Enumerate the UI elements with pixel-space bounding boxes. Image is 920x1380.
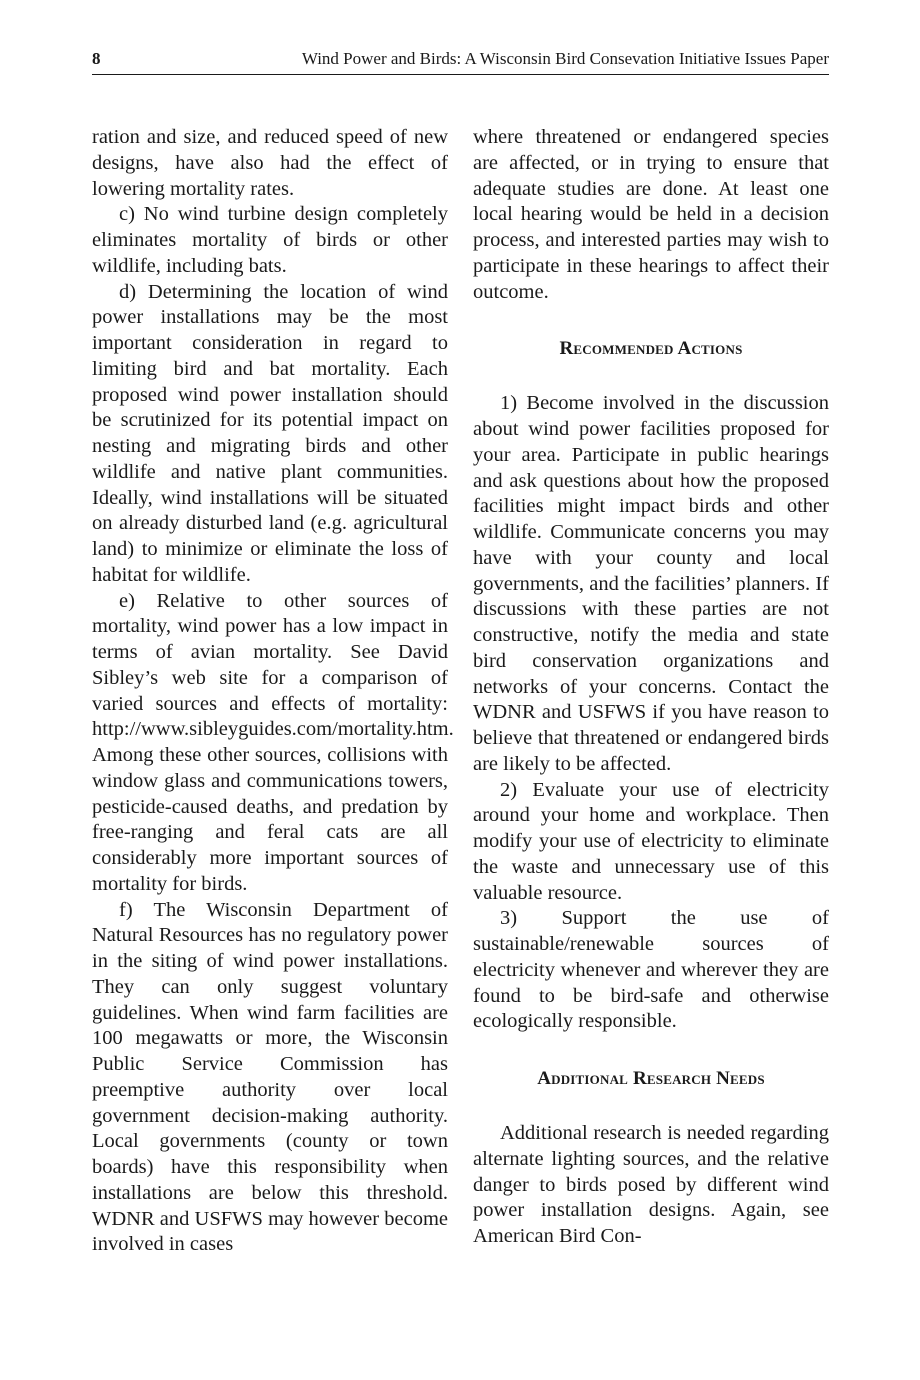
page-number: 8 (92, 49, 101, 68)
right-column (473, 125, 829, 1250)
paragraph-item-d: d) Determining the location of wind power installations may be the most important consideration in regard to limiting bird and bat mortality. Each proposed wind power installation should be scrutinized for its potential impact on nesting and migrating birds and other wildlife and native plant communities. Ideally, wind installations will be situated on already disturbed land (e.g. agricultural land) to minimize or eliminate the loss of habitat for wildlife. (92, 280, 448, 586)
paragraph-continued: ration and size, and reduced speed of new designs, have also had the effect of lowering mortality rates. (92, 126, 448, 200)
left-column (92, 125, 454, 1258)
action-item-2: 2) Evaluate your use of electricity around your home and workplace. Then modify your use of electricity to eliminate the waste and unnecessary use of this valuable resource. (473, 778, 829, 904)
heading-additional-research-needs: Additional Research Needs (537, 1068, 765, 1089)
paragraph-item-f: f) The Wisconsin Department of Natural Resources has no regulatory power in the siting of wind power installations. They can only suggest voluntary guidelines. When wind farm facilities are 100 megawatts or more, the Wisconsin Public Service Commission has preemptive authority over local government decision-making authority. Local governments (county or town boards) have this responsibility when installations are below this threshold. WDNR and USFWS may however become involved in cases (92, 898, 448, 1256)
action-item-3: 3) Support the use of sustainable/renewable sources of electricity whenever and wherever they are found to be bird-safe and otherwise ecologically responsible. (473, 907, 829, 1033)
paragraph-continued: where threatened or endangered species are affected, or in trying to ensure that adequate studies are done. At least one local hearing would be held in a decision process, and interested parties may wish to participate in these hearings to affect their outcome. (473, 126, 829, 303)
heading-recommended-actions: Recommended Actions (559, 338, 743, 360)
paragraph-item-e: e) Relative to other sources of mortality, wind power has a low impact in terms of avian mortality. See David Sibley’s web site for a comparison of varied sources and effects of mortality: http://www.sibleyguides.com/mortality.htm. Among these other sources, collisions with window glass and communications towers, pesticide-caused deaths, and predation by free-ranging and feral cats are all considerably more important sources of mortality for birds. (92, 589, 454, 895)
page-header (92, 48, 829, 75)
research-paragraph: Additional research is needed regarding alternate lighting sources, and the relative danger to birds posed by different wind power installation designs. Again, see American Bird Con- (473, 1122, 829, 1247)
paragraph-item-c: c) No wind turbine design completely eliminates mortality of birds or other wildlife, including bats. (92, 203, 448, 277)
running-title: Wind Power and Birds: A Wisconsin Bird Consevation Initiative Issues Paper (301, 49, 829, 68)
action-item-1: 1) Become involved in the discussion about wind power facilities proposed for your area. Participate in public hearings and ask questions about how the proposed facilities might impact birds and other wildlife. Communicate concerns you may have with your county and local governments, and the facilities’ planners. If discussions with these parties are not constructive, notify the media and state bird conservation organizations and networks of your concerns. Contact the WDNR and USFWS if you have reason to believe that threatened or endangered birds are likely to be affected. (473, 392, 829, 775)
